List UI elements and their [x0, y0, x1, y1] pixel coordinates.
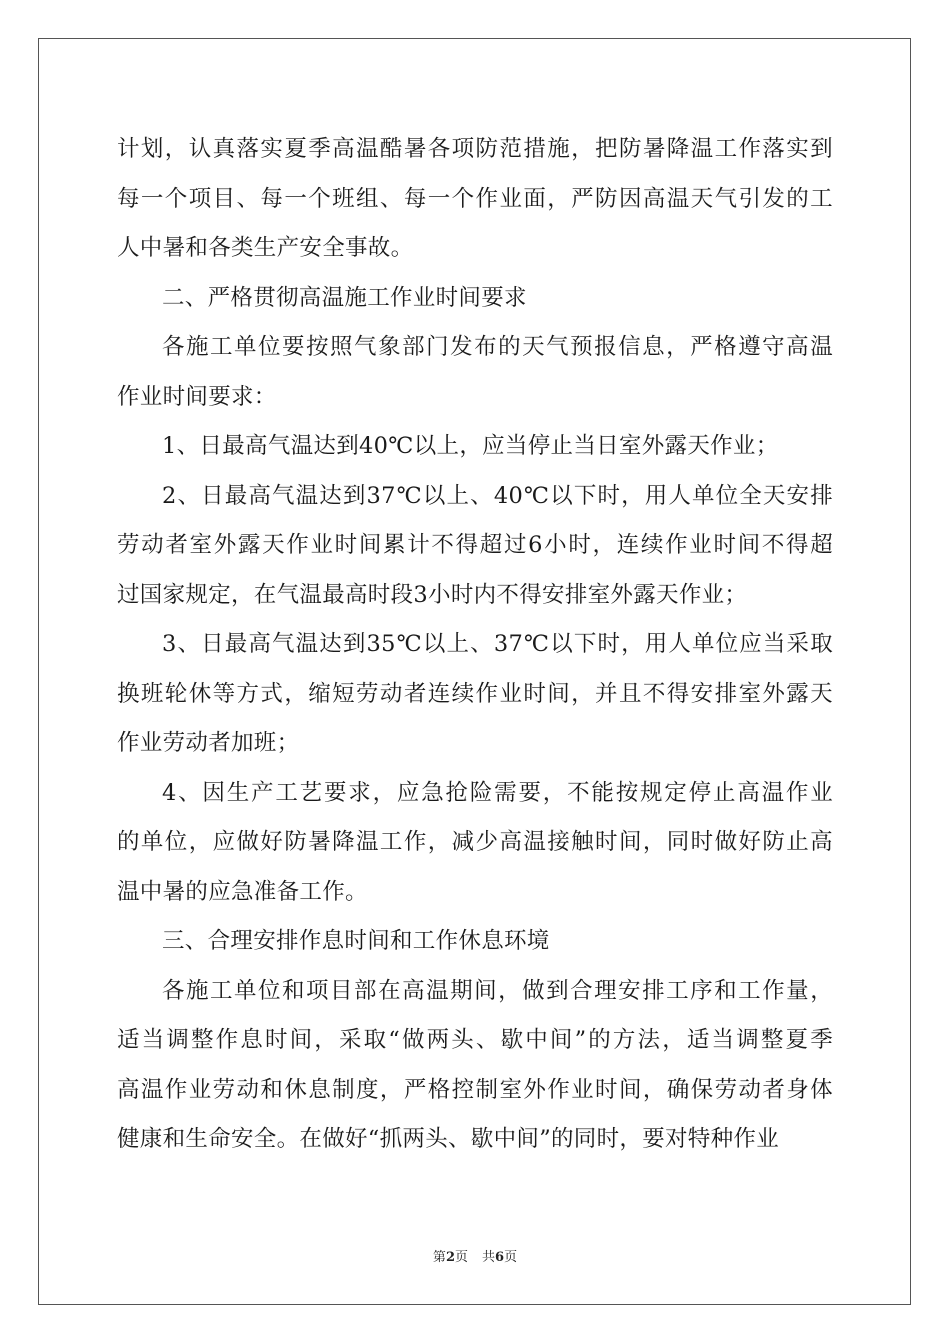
text-line: 3、日最高气温达到35℃以上、37℃以下时，用人单位应当采取 — [162, 631, 833, 657]
text-line: 计划，认真落实夏季高温酷暑各项防范措施，把防暑降温工作落实到 — [117, 136, 833, 162]
paragraph — [117, 769, 833, 918]
text-line: 各施工单位和项目部在高温期间，做到合理安排工序和工作量， — [162, 977, 833, 1004]
text-line: 作业劳动者加班； — [117, 730, 300, 756]
text-line: 人中暑和各类生产安全事故。 — [117, 235, 414, 261]
paragraph — [117, 472, 833, 621]
paragraph — [117, 274, 833, 324]
text-line: 过国家规定，在气温最高时段3小时内不得安排室外露天作业； — [117, 581, 748, 608]
text-line: 每一个项目、每一个班组、每一个作业面，严防因高温天气引发的工 — [117, 185, 833, 212]
footer-total-suffix: 页 — [504, 1250, 518, 1265]
text-line: 4、因生产工艺要求，应急抢险需要，不能按规定停止高温作业 — [162, 779, 833, 806]
footer-total-prefix: 共 — [482, 1250, 496, 1265]
paragraph — [117, 967, 833, 1165]
document-body — [117, 125, 833, 1165]
text-line: 作业时间要求： — [117, 383, 277, 410]
text-line: 健康和生命安全。在做好“抓两头、歇中间”的同时，要对特种作业 — [117, 1126, 780, 1152]
text-line: 温中暑的应急准备工作。 — [117, 878, 368, 905]
page-footer — [0, 1246, 950, 1265]
paragraph — [117, 620, 833, 769]
paragraph — [117, 125, 833, 274]
text-line: 1、日最高气温达到40℃以上，应当停止当日室外露天作业； — [162, 433, 779, 459]
total-page-number: 6 — [495, 1250, 505, 1265]
footer-page-suffix: 页 — [454, 1250, 468, 1265]
text-line: 高温作业劳动和休息制度，严格控制室外作业时间，确保劳动者身体 — [117, 1076, 833, 1103]
text-line: 各施工单位要按照气象部门发布的天气预报信息，严格遵守高温 — [162, 334, 833, 360]
text-line: 2、日最高气温达到37℃以上、40℃以下时，用人单位全天安排 — [162, 482, 833, 509]
text-line: 二、严格贯彻高温施工作业时间要求 — [162, 284, 527, 311]
current-page-number: 2 — [445, 1250, 455, 1265]
paragraph — [117, 917, 833, 967]
paragraph — [117, 323, 833, 422]
text-line: 的单位，应做好防暑降温工作，减少高温接触时间，同时做好防止高 — [117, 829, 833, 855]
text-line: 劳动者室外露天作业时间累计不得超过6小时，连续作业时间不得超 — [117, 532, 833, 558]
paragraph — [117, 422, 833, 472]
footer-page-prefix: 第 — [432, 1250, 446, 1265]
text-line: 适当调整作息时间，采取“做两头、歇中间”的方法，适当调整夏季 — [117, 1027, 833, 1053]
text-line: 换班轮休等方式，缩短劳动者连续作业时间，并且不得安排室外露天 — [117, 680, 833, 707]
text-line: 三、合理安排作息时间和工作休息环境 — [162, 928, 550, 954]
